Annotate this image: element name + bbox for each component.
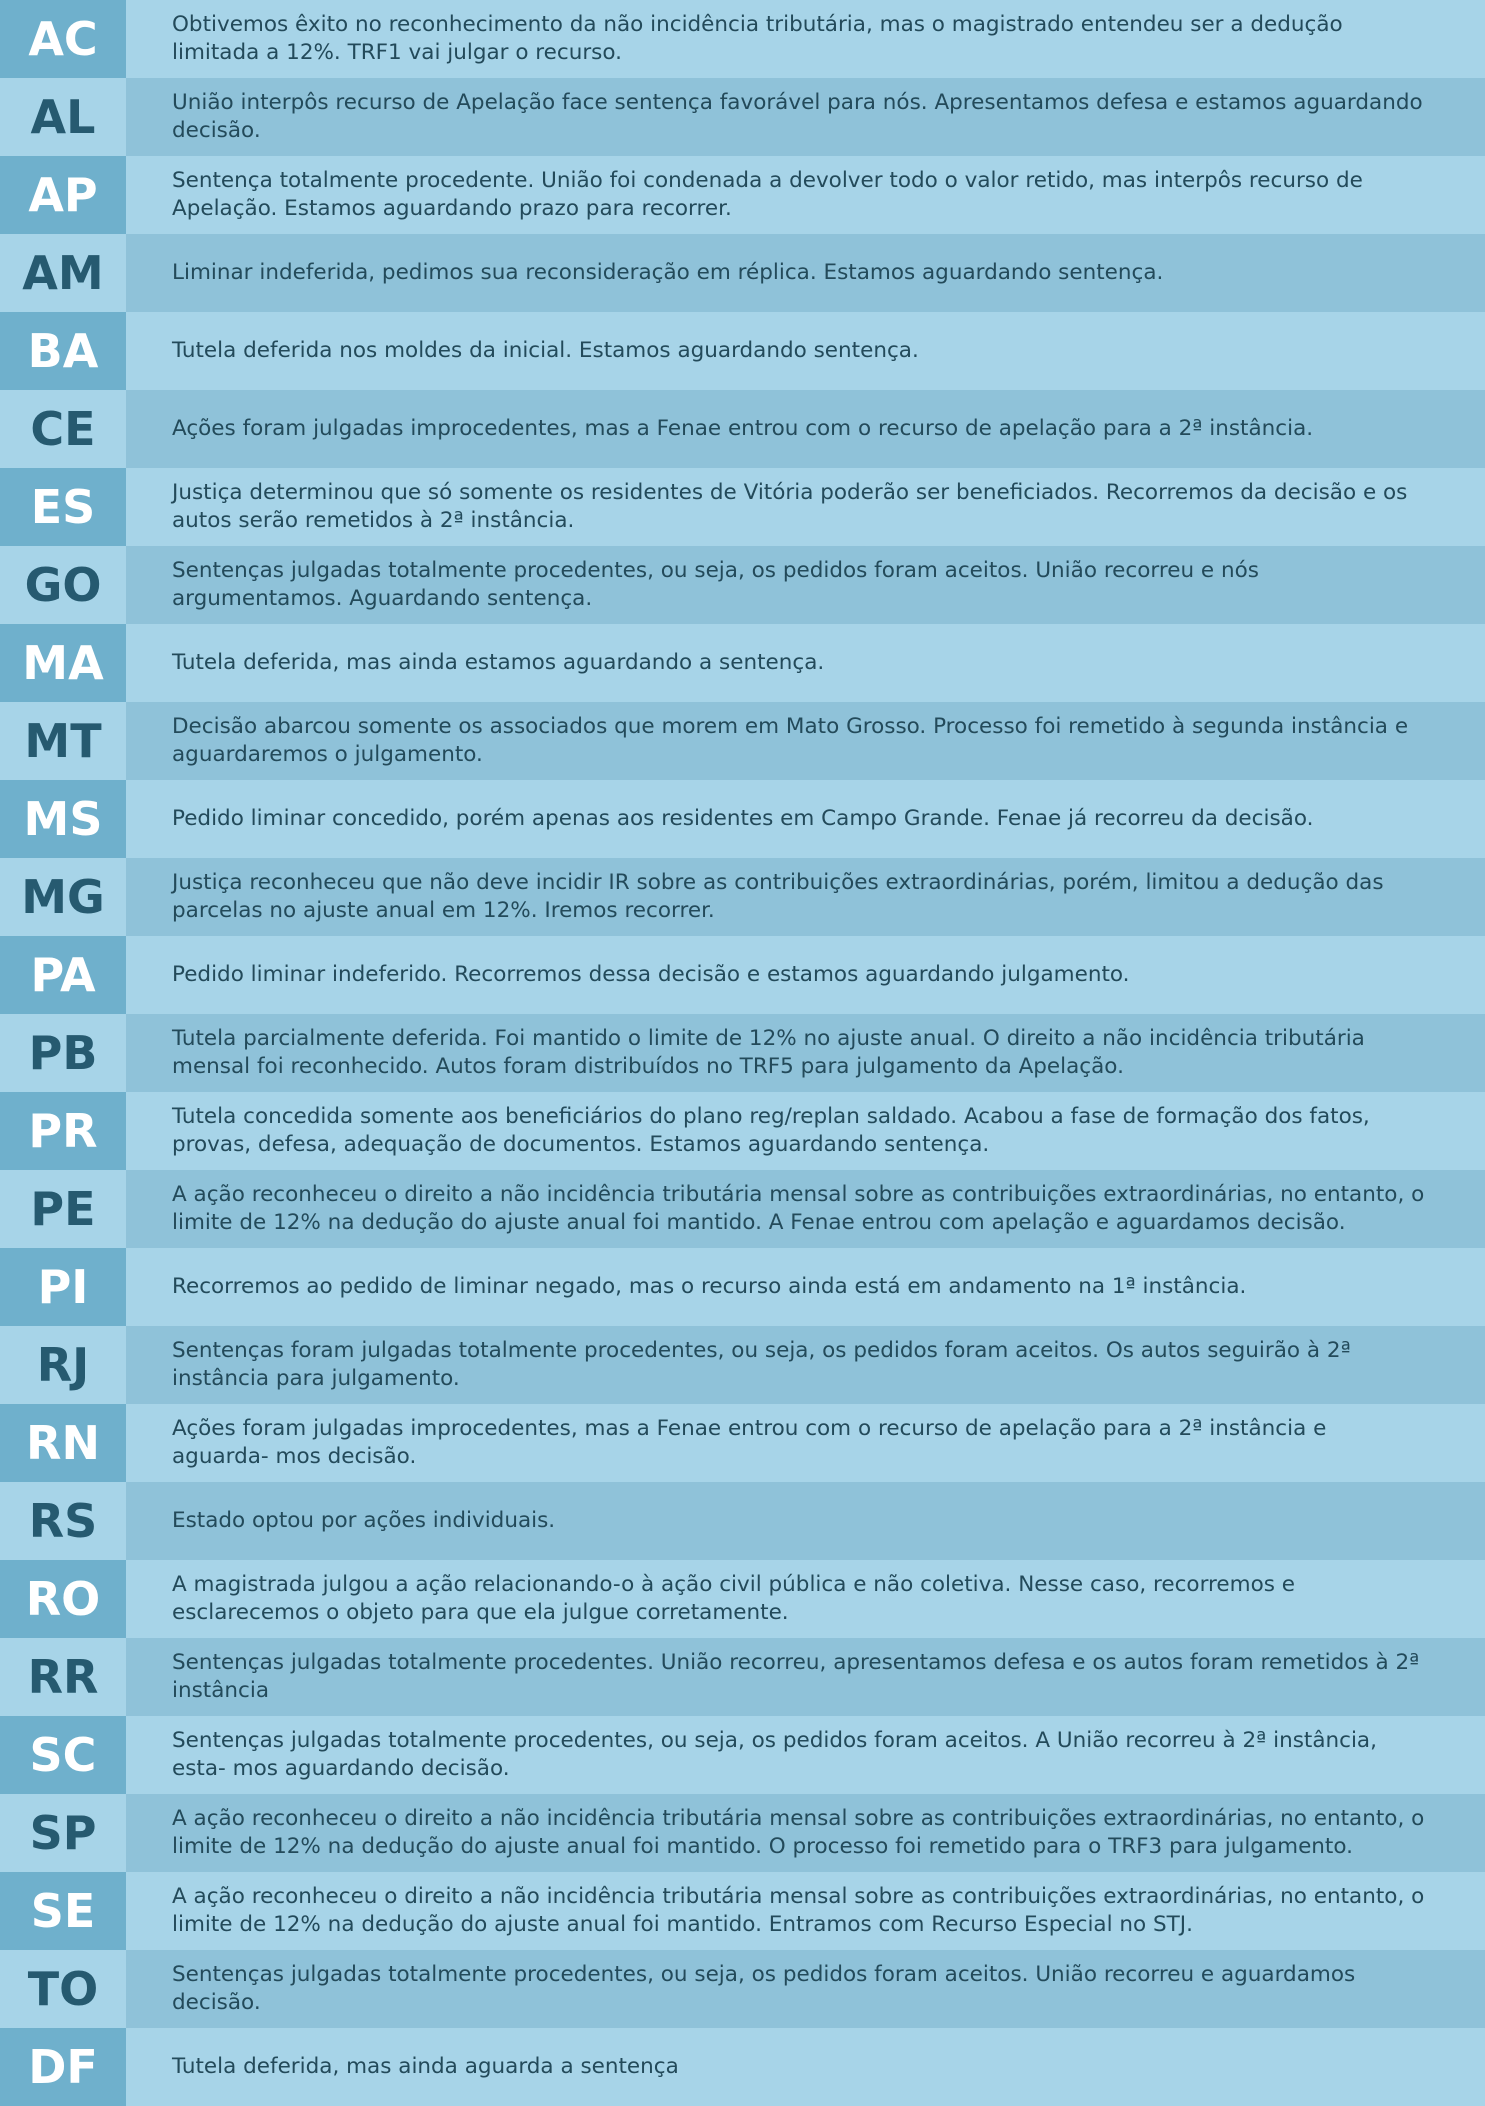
state-code: PI: [0, 1248, 126, 1326]
table-row: [0, 1950, 1485, 2028]
state-code: RO: [0, 1560, 126, 1638]
status-description: Tutela deferida, mas ainda aguarda a sentença: [172, 2054, 679, 2079]
table-row: [0, 1092, 1485, 1170]
state-code: GO: [0, 546, 126, 624]
table-row: [0, 468, 1485, 546]
table-row: [0, 1404, 1485, 1482]
table-row: [0, 234, 1485, 312]
state-code: BA: [0, 312, 126, 390]
state-code: RJ: [0, 1326, 126, 1404]
status-description: Justiça determinou que só somente os residentes de Vitória poderão ser beneficiados. Recorremos da decisão e os autos serão remetidos à 2ª instância.: [172, 480, 1408, 533]
state-code: MS: [0, 780, 126, 858]
state-code: SE: [0, 1872, 126, 1950]
table-row: [0, 312, 1485, 390]
state-code: SP: [0, 1794, 126, 1872]
status-description: Sentenças julgadas totalmente procedentes, ou seja, os pedidos foram aceitos. União recorreu e aguardamos decisão.: [172, 1962, 1356, 2015]
state-code: AM: [0, 234, 126, 312]
table-row: [0, 1170, 1485, 1248]
status-description: Estado optou por ações individuais.: [172, 1508, 556, 1533]
state-code: RN: [0, 1404, 126, 1482]
status-description: A ação reconheceu o direito a não incidência tributária mensal sobre as contribuições extraordinárias, no entanto, o limite de 12% na dedução do ajuste anual foi mantido. O processo foi remetido para o TRF3 para julgamento.: [172, 1806, 1425, 1859]
status-description: Tutela concedida somente aos beneficiários do plano reg/replan saldado. Acabou a fase de formação dos fatos, provas, defesa, adequação de documentos. Estamos aguardando sentença.: [172, 1104, 1370, 1157]
table-row: [0, 1872, 1485, 1950]
table-row: [0, 858, 1485, 936]
status-description: Pedido liminar concedido, porém apenas aos residentes em Campo Grande. Fenae já recorreu da decisão.: [172, 806, 1314, 831]
table-row: [0, 702, 1485, 780]
table-row: [0, 780, 1485, 858]
status-description: Tutela deferida, mas ainda estamos aguardando a sentença.: [172, 650, 825, 675]
status-description: Ações foram julgadas improcedentes, mas a Fenae entrou com o recurso de apelação para a 2ª instância e aguarda- mos decisão.: [172, 1416, 1327, 1469]
table-row: [0, 390, 1485, 468]
state-code: TO: [0, 1950, 126, 2028]
table-row: [0, 0, 1485, 78]
status-description: Sentenças foram julgadas totalmente procedentes, ou seja, os pedidos foram aceitos. Os autos seguirão à 2ª instância para julgamento.: [172, 1338, 1351, 1391]
status-description: Decisão abarcou somente os associados que morem em Mato Grosso. Processo foi remetido à segunda instância e aguardaremos o julgamento.: [172, 714, 1409, 767]
status-description: Ações foram julgadas improcedentes, mas a Fenae entrou com o recurso de apelação para a 2ª instância.: [172, 416, 1314, 441]
table-row: [0, 1560, 1485, 1638]
state-code: SC: [0, 1716, 126, 1794]
state-code: AC: [0, 0, 126, 78]
state-code: MA: [0, 624, 126, 702]
table-row: [0, 156, 1485, 234]
state-code: PA: [0, 936, 126, 1014]
state-code: ES: [0, 468, 126, 546]
state-code: AP: [0, 156, 126, 234]
table-row: [0, 1326, 1485, 1404]
state-code: PR: [0, 1092, 126, 1170]
status-description: Obtivemos êxito no reconhecimento da não incidência tributária, mas o magistrado entendeu ser a dedução limitada a 12%. TRF1 vai julgar o recurso.: [172, 12, 1343, 65]
status-description: Recorremos ao pedido de liminar negado, mas o recurso ainda está em andamento na 1ª instância.: [172, 1274, 1247, 1299]
status-description: Sentença totalmente procedente. União foi condenada a devolver todo o valor retido, mas interpôs recurso de Apelação. Estamos aguardando prazo para recorrer.: [172, 168, 1363, 221]
status-description: A ação reconheceu o direito a não incidência tributária mensal sobre as contribuições extraordinárias, no entanto, o limite de 12% na dedução do ajuste anual foi mantido. A Fenae entrou com apelação e aguardamos decisão.: [172, 1182, 1425, 1235]
status-description: Sentenças julgadas totalmente procedentes. União recorreu, apresentamos defesa e os autos foram remetidos à 2ª instância: [172, 1650, 1420, 1703]
table-row: [0, 936, 1485, 1014]
table-row: [0, 78, 1485, 156]
state-code: AL: [0, 78, 126, 156]
status-description: Tutela deferida nos moldes da inicial. Estamos aguardando sentença.: [172, 338, 919, 363]
status-description: A magistrada julgou a ação relacionando-o à ação civil pública e não coletiva. Nesse caso, recorremos e esclarecemos o objeto para que ela julgue corretamente.: [172, 1572, 1295, 1625]
state-code: PE: [0, 1170, 126, 1248]
table-row: [0, 624, 1485, 702]
status-description: Sentenças julgadas totalmente procedentes, ou seja, os pedidos foram aceitos. União recorreu e nós argumentamos. Aguardando sentença.: [172, 558, 1259, 611]
status-description: A ação reconheceu o direito a não incidência tributária mensal sobre as contribuições extraordinárias, no entanto, o limite de 12% na dedução do ajuste anual foi mantido. Entramos com Recurso Especial no STJ.: [172, 1884, 1425, 1937]
state-code: DF: [0, 2028, 126, 2106]
table-row: [0, 1248, 1485, 1326]
table-row: [0, 2028, 1485, 2106]
table-row: [0, 1638, 1485, 1716]
status-description: Tutela parcialmente deferida. Foi mantido o limite de 12% no ajuste anual. O direito a não incidência tributária mensal foi reconhecido. Autos foram distribuídos no TRF5 para julgamento da Apelação.: [172, 1026, 1365, 1079]
status-description: Liminar indeferida, pedimos sua reconsideração em réplica. Estamos aguardando sentença.: [172, 260, 1164, 285]
state-code: RR: [0, 1638, 126, 1716]
status-description: Sentenças julgadas totalmente procedentes, ou seja, os pedidos foram aceitos. A União recorreu à 2ª instância, esta- mos aguardando decisão.: [172, 1728, 1377, 1781]
state-code: PB: [0, 1014, 126, 1092]
status-description: União interpôs recurso de Apelação face sentença favorável para nós. Apresentamos defesa e estamos aguardando decisão.: [172, 90, 1423, 143]
status-description: Pedido liminar indeferido. Recorremos dessa decisão e estamos aguardando julgamento.: [172, 962, 1130, 987]
table-row: [0, 546, 1485, 624]
table-row: [0, 1482, 1485, 1560]
table-row: [0, 1794, 1485, 1872]
state-code: MT: [0, 702, 126, 780]
status-description: Justiça reconheceu que não deve incidir IR sobre as contribuições extraordinárias, porém, limitou a dedução das parcelas no ajuste anual em 12%. Iremos recorrer.: [172, 870, 1384, 923]
table-row: [0, 1716, 1485, 1794]
state-code: MG: [0, 858, 126, 936]
state-code: CE: [0, 390, 126, 468]
state-code: RS: [0, 1482, 126, 1560]
table-row: [0, 1014, 1485, 1092]
